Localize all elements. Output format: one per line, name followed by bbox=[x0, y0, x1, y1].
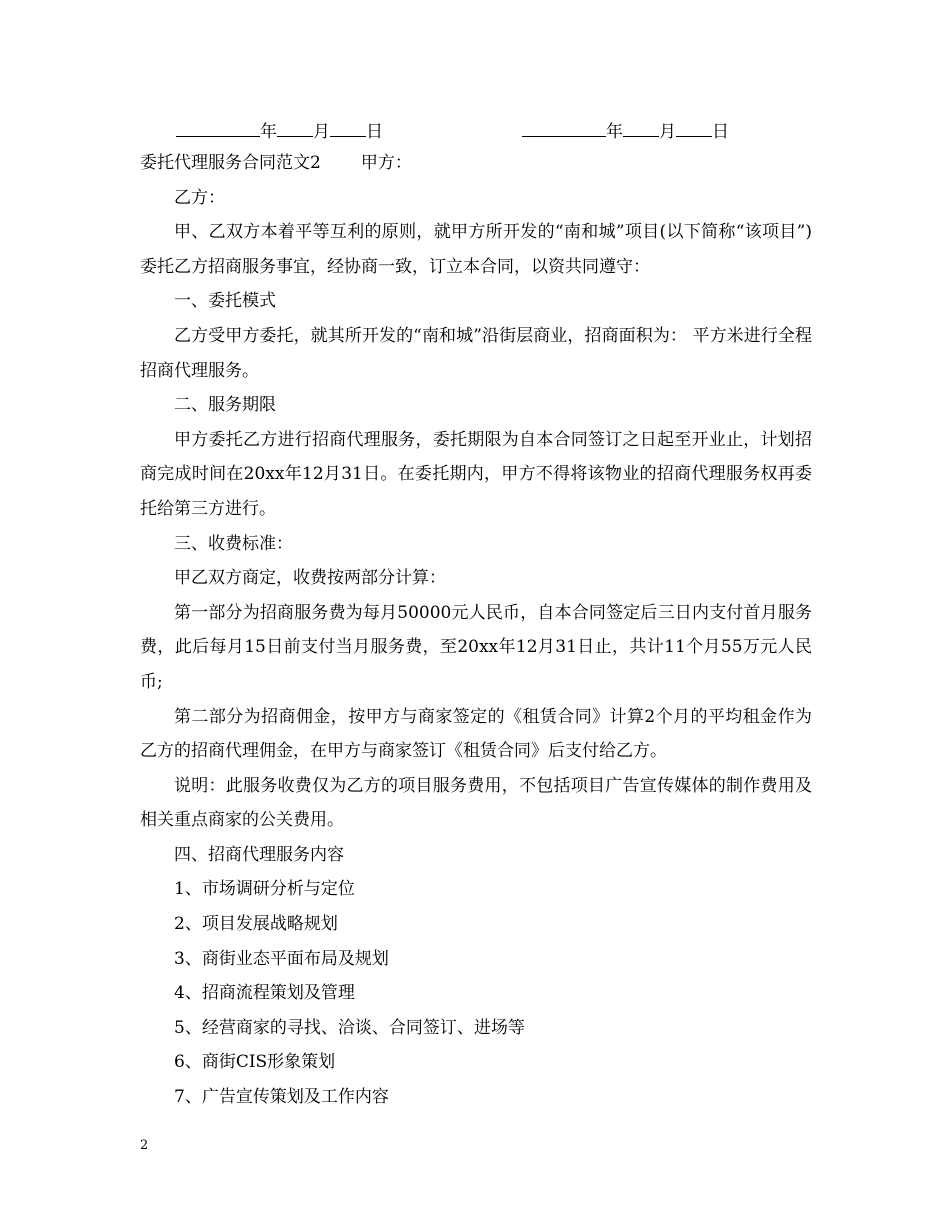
paragraph: 说明：此服务收费仅为乙方的项目服务费用，不包括项目广告宣传媒体的制作费用及相关重点商家的公关费用。 bbox=[140, 775, 812, 831]
list-item: 5、经营商家的寻找、洽谈、合同签订、进场等 bbox=[174, 1017, 525, 1038]
list-item: 4、招商流程策划及管理 bbox=[174, 983, 355, 1004]
party-b-line: 乙方： bbox=[174, 187, 225, 208]
date-month-label: 月 bbox=[313, 122, 330, 142]
paragraph: 甲方委托乙方进行招商代理服务，委托期限为自本合同签订之日起至开业止，计划招商完成时间在20xx年12月31日。在委托期内，甲方不得将该物业的招商代理服务权再委托给第三方进行。 bbox=[140, 429, 812, 519]
paragraph-preamble: 甲、乙双方本着平等互利的原则，就甲方所开发的“南和城”项目(以下简称“该项目”)委托乙方招商服务事宜，经协商一致，订立本合同，以资共同遵守： bbox=[140, 222, 812, 277]
signature-date-left bbox=[176, 118, 383, 145]
contract-body bbox=[140, 146, 812, 1115]
paragraph: 甲乙双方商定，收费按两部分计算： bbox=[174, 568, 446, 589]
document-title: 委托代理服务合同范文2 bbox=[140, 153, 321, 173]
paragraph: 第一部分为招商服务费为每月50000元人民币，自本合同签定后三日内支付首月服务费，此后每月15日前支付当月服务费，至20xx年12月31日止，共计11个月55万元人民币; bbox=[140, 602, 812, 692]
title-line bbox=[140, 146, 812, 181]
date-blank-day bbox=[676, 118, 712, 137]
date-day-label: 日 bbox=[366, 122, 383, 142]
paragraph: 乙方受甲方委托，就其所开发的“南和城”沿街层商业，招商面积为： 平方米进行全程招商代理服务。 bbox=[140, 325, 812, 381]
section-heading: 三、收费标准： bbox=[174, 533, 293, 554]
list-item: 2、项目发展战略规划 bbox=[174, 914, 338, 935]
signature-date-right bbox=[522, 118, 729, 145]
section-heading: 二、服务期限 bbox=[174, 395, 276, 416]
list-item: 6、商街CIS形象策划 bbox=[174, 1052, 336, 1073]
date-day-label: 日 bbox=[712, 122, 729, 142]
list-item: 1、市场调研分析与定位 bbox=[174, 879, 355, 900]
list-item: 3、商街业态平面布局及规划 bbox=[174, 948, 389, 969]
section-heading: 四、招商代理服务内容 bbox=[174, 844, 344, 865]
signature-date-row bbox=[176, 118, 816, 144]
list-item: 7、广告宣传策划及工作内容 bbox=[174, 1087, 389, 1108]
date-blank-year bbox=[176, 118, 260, 137]
date-month-label: 月 bbox=[659, 122, 676, 142]
date-blank-month bbox=[623, 118, 659, 137]
page-number: 2 bbox=[140, 1138, 149, 1153]
party-a-label: 甲方： bbox=[360, 153, 412, 173]
date-blank-month bbox=[277, 118, 313, 137]
date-blank-day bbox=[330, 118, 366, 137]
section-heading: 一、委托模式 bbox=[174, 291, 276, 312]
date-year-label: 年 bbox=[606, 122, 623, 142]
paragraph: 第二部分为招商佣金，按甲方与商家签定的《租赁合同》计算2个月的平均租金作为乙方的招商代理佣金，在甲方与商家签订《租赁合同》后支付给乙方。 bbox=[140, 706, 812, 762]
date-year-label: 年 bbox=[260, 122, 277, 142]
date-blank-year bbox=[522, 118, 606, 137]
